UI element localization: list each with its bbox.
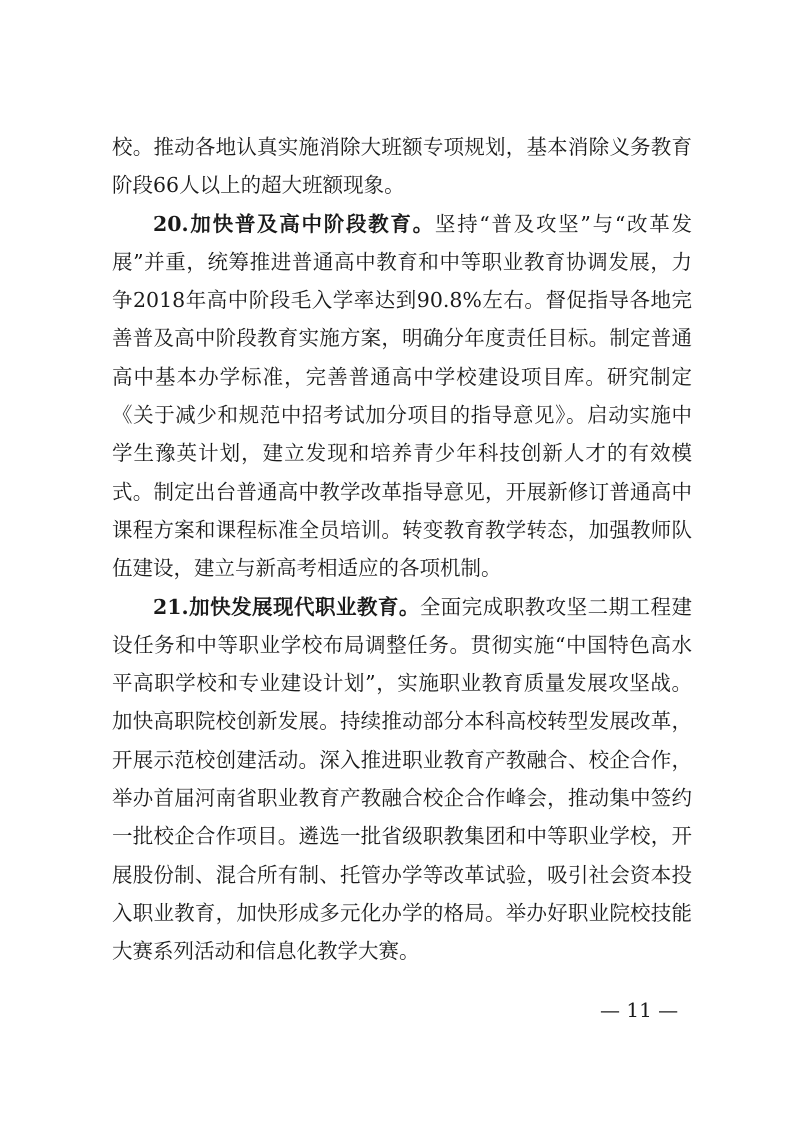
paragraph-text: 全面完成职教攻坚二期工程建设任务和中等职业学校布局调整任务。贯彻实施“中国特色高水平高职学校和专业建设计划”，实施职业教育质量发展攻坚战。加快高职院校创新发展。持续推动部分本科高校转型发展改革，开展示范校创建活动。深入推进职业教育产教融合、校企合作，举办首届河南省职业教育产教融合校企合作峰会，推动集中签约一批校企合作项目。遴选一批省级职教集团和中等职业学校，开展股份制、混合所有制、托管办学等改革试验，吸引社会资本投入职业教育，加快形成多元化办学的格局。举办好职业院校技能大赛系列活动和信息化教学大赛。 [112,594,692,964]
section-heading-20: 20.加快普及高中阶段教育。 [153,211,435,236]
section-heading-21: 21.加快发展现代职业教育。 [153,594,420,619]
paragraph-text: 校。推动各地认真实施消除大班额专项规划，基本消除义务教育阶段66人以上的超大班额现象。 [112,135,692,198]
paragraph-item-21 [112,588,692,971]
page-number: — 11 — [600,998,679,1022]
paragraph-text: 坚持“普及攻坚”与“改革发展”并重，统筹推进普通高中教育和中等职业教育协调发展，力争2018年高中阶段毛入学率达到90.8%左右。督促指导各地完善普及高中阶段教育实施方案，明确分年度责任目标。制定普通高中基本办学标准，完善普通高中学校建设项目库。研究制定《关于减少和规范中招考试加分项目的指导意见》。启动实施中学生豫英计划，建立发现和培养青少年科技创新人才的有效模式。制定出台普通高中教学改革指导意见，开展新修订普通高中课程方案和课程标准全员培训。转变教育教学转态，加强教师队伍建设，建立与新高考相适应的各项机制。 [112,211,692,581]
body-text [112,128,692,971]
paragraph-continuation [112,128,692,205]
paragraph-item-20 [112,205,692,588]
